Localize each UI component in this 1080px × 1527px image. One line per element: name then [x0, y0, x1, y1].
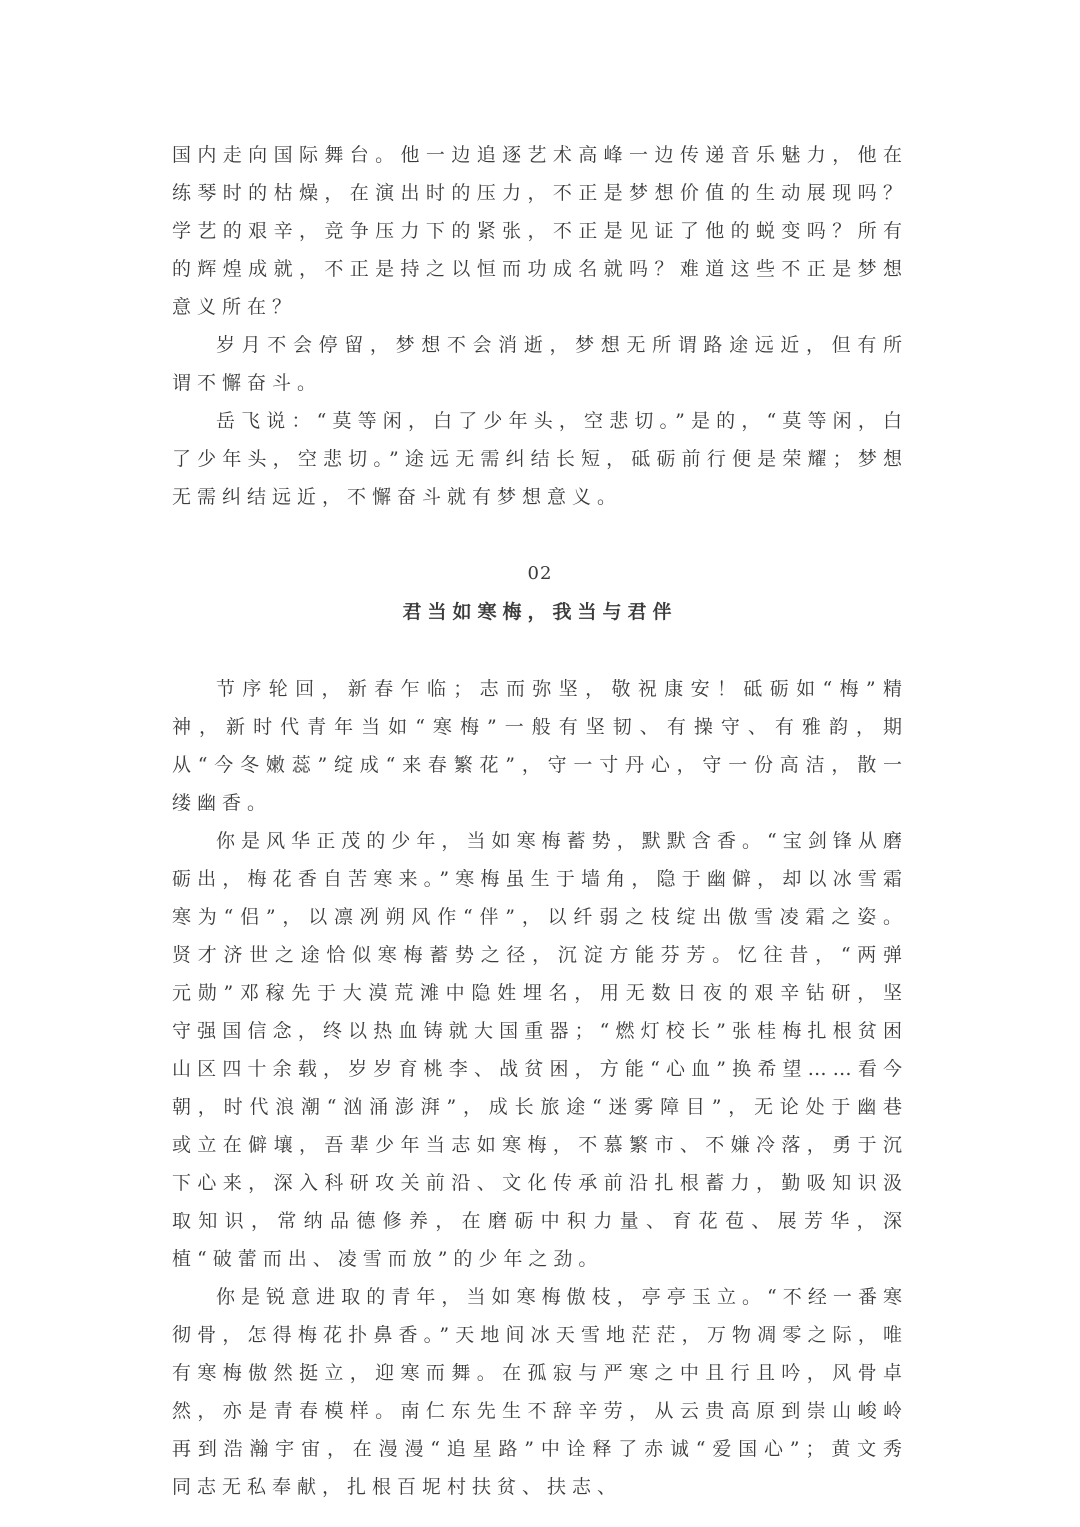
paragraph: 国内走向国际舞台。他一边追逐艺术高峰一边传递音乐魅力，他在练琴时的枯燥，在演出时的压力，不正是梦想价值的生动展现吗？学艺的艰辛，竞争压力下的紧张，不正是见证了他的蜕变吗？所有的辉煌成就，不正是持之以恒而功成名就吗？难道这些不正是梦想意义所在？	[172, 144, 908, 318]
section-number: 02	[527, 563, 553, 584]
paragraph: 岁月不会停留，梦想不会消逝，梦想无所谓路途远近，但有所谓不懈奋斗。	[172, 334, 908, 394]
section-1-body	[172, 136, 908, 516]
paragraph: 你是风华正茂的少年，当如寒梅蓄势，默默含香。“宝剑锋从磨砺出，梅花香自苦寒来。”寒梅虽生于墙角，隐于幽僻，却以冰雪霜寒为“侣”，以凛冽朔风作“伴”，以纤弱之枝绽出傲雪凌霜之姿。贤才济世之途恰似寒梅蓄势之径，沉淀方能芬芳。忆往昔，“两弹元勋”邓稼先于大漠荒滩中隐姓埋名，用无数日夜的艰辛钻研，坚守强国信念，终以热血铸就大国重器；“燃灯校长”张桂梅扎根贫困山区四十余载，岁岁育桃李、战贫困，方能“心血”换希望……看今朝，时代浪潮“汹涌澎湃”，成长旅途“迷雾障目”，无论处于幽巷或立在僻壤，吾辈少年当志如寒梅，不慕繁市、不嫌冷落，勇于沉下心来，深入科研攻关前沿、文化传承前沿扎根蓄力，勤吸知识汲取知识，常纳品德修养，在磨砺中积力量、育花苞、展芳华，深植“破蕾而出、凌雪而放”的少年之劲。	[172, 830, 908, 1270]
paragraph: 你是锐意进取的青年，当如寒梅傲枝，亭亭玉立。“不经一番寒彻骨，怎得梅花扑鼻香。”天地间冰天雪地茫茫，万物凋零之际，唯有寒梅傲然挺立，迎寒而舞。在孤寂与严寒之中且行且吟，风骨卓然，亦是青春模样。南仁东先生不辞辛劳，从云贵高原到崇山峻岭再到浩瀚宇宙，在漫漫“追星路”中诠释了赤诚“爱国心”；黄文秀同志无私奉献，扎根百坭村扶贫、扶志、	[172, 1286, 908, 1498]
section-2-body	[172, 670, 908, 1506]
paragraph: 岳飞说：“莫等闲，白了少年头，空悲切。”是的，“莫等闲，白了少年头，空悲切。”途远无需纠结长短，砥砺前行便是荣耀；梦想无需纠结远近，不懈奋斗就有梦想意义。	[172, 410, 908, 508]
section-title: 君当如寒梅，我当与君伴	[402, 601, 678, 623]
paragraph: 节序轮回，新春乍临；志而弥坚，敬祝康安！砥砺如“梅”精神，新时代青年当如“寒梅”一般有坚韧、有操守、有雅韵，期从“今冬嫩蕊”绽成“来春繁花”，守一寸丹心，守一份高洁，散一缕幽香。	[172, 678, 908, 814]
